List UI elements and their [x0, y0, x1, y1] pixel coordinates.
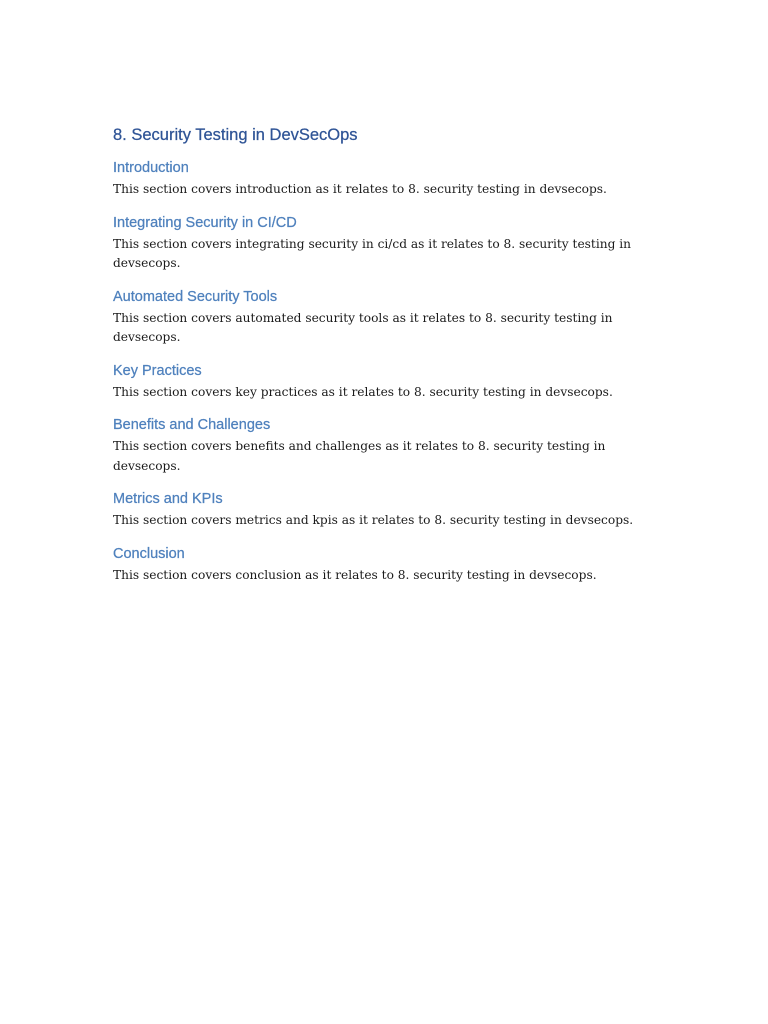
section-body: This section covers automated security tools as it relates to 8. security testing in devsecops. — [113, 310, 613, 344]
section-heading: Integrating Security in CI/CD — [113, 214, 297, 231]
section-heading: Benefits and Challenges — [113, 417, 271, 433]
document-title: 8. Security Testing in DevSecOps — [113, 126, 358, 144]
section-body: This section covers conclusion as it relates to 8. security testing in devsecops. — [113, 567, 597, 582]
section-body: This section covers integrating security in ci/cd as it relates to 8. security testing in devsecops. — [113, 236, 631, 270]
section-heading: Key Practices — [113, 362, 202, 379]
section-body: This section covers introduction as it relates to 8. security testing in devsecops. — [113, 182, 607, 196]
section-integrating-security — [113, 213, 668, 274]
section-conclusion — [113, 544, 668, 586]
section-benefits-challenges — [113, 415, 668, 476]
section-heading: Automated Security Tools — [113, 288, 278, 305]
section-heading: Metrics and KPIs — [113, 491, 223, 507]
section-metrics-kpis — [113, 489, 668, 531]
section-body: This section covers key practices as it relates to 8. security testing in devsecops. — [113, 384, 613, 399]
section-automated-security-tools — [113, 287, 668, 348]
section-key-practices — [113, 361, 668, 403]
section-heading: Conclusion — [113, 545, 185, 562]
section-heading: Introduction — [113, 160, 189, 176]
section-introduction — [113, 158, 668, 200]
section-body: This section covers benefits and challenges as it relates to 8. security testing in devsecops. — [113, 439, 606, 473]
section-body: This section covers metrics and kpis as it relates to 8. security testing in devsecops. — [113, 513, 634, 527]
